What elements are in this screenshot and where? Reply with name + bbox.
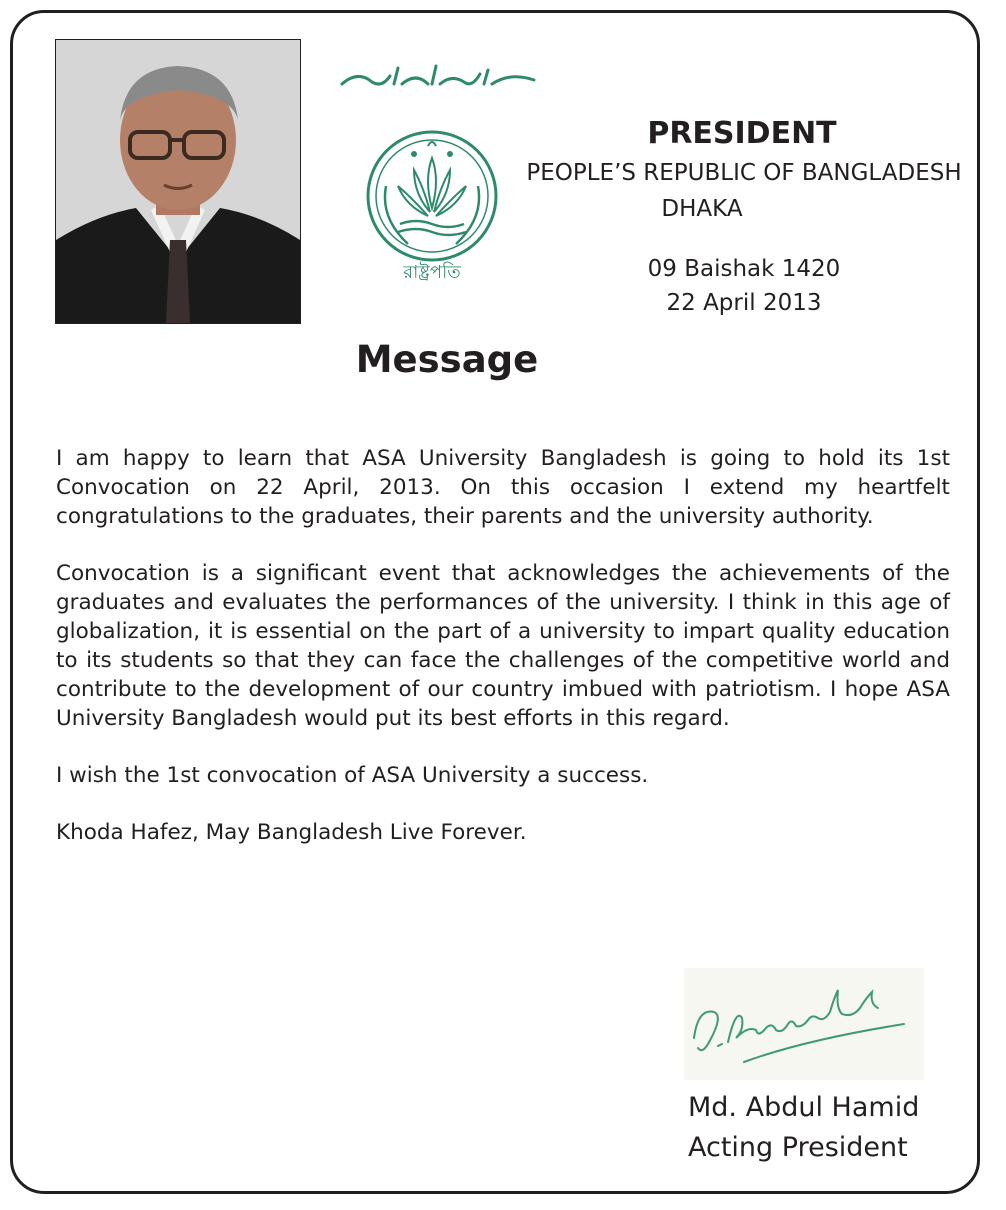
country-name: PEOPLE’S REPUBLIC OF BANGLADESH <box>526 160 962 186</box>
signature-icon <box>684 968 924 1080</box>
date-gregorian: 22 April 2013 <box>666 290 822 316</box>
message-body <box>56 444 950 875</box>
svg-text:রাষ্ট্রপতি: রাষ্ট্রপতি <box>403 262 461 283</box>
president-portrait <box>55 39 301 324</box>
signer-name: Md. Abdul Hamid <box>688 1092 920 1123</box>
signer-role: Acting President <box>688 1132 908 1163</box>
svg-text:بسم الله الرحمن الرحيم: بسم الله الرحمن الرحيم <box>338 47 499 66</box>
state-emblem-icon <box>358 128 506 286</box>
message-paragraph: I wish the 1st convocation of ASA University a success. <box>56 763 649 788</box>
city-name: DHAKA <box>661 196 743 222</box>
office-title: PRESIDENT <box>647 116 837 151</box>
bismillah-calligraphy-icon <box>338 47 538 92</box>
message-paragraph: I am happy to learn that ASA University Bangladesh is going to hold its 1st Convocation on 22 April, 2013. On this occasion I extend my heartfelt congratulations to the graduates, their parents and the university authority. <box>56 446 950 529</box>
date-bengali: 09 Baishak 1420 <box>647 256 841 282</box>
message-paragraph: Convocation is a significant event that acknowledges the achievements of the graduates and evaluates the performances of the university. I think in this age of globalization, it is essential on the part of a university to impart quality education to its students so that they can face the challenges of the competitive world and contribute to the development of our country imbued with patriotism. I hope ASA University Bangladesh would put its best efforts in this regard. <box>56 561 950 731</box>
message-title: Message <box>355 338 539 381</box>
message-paragraph: Khoda Hafez, May Bangladesh Live Forever. <box>56 820 527 845</box>
